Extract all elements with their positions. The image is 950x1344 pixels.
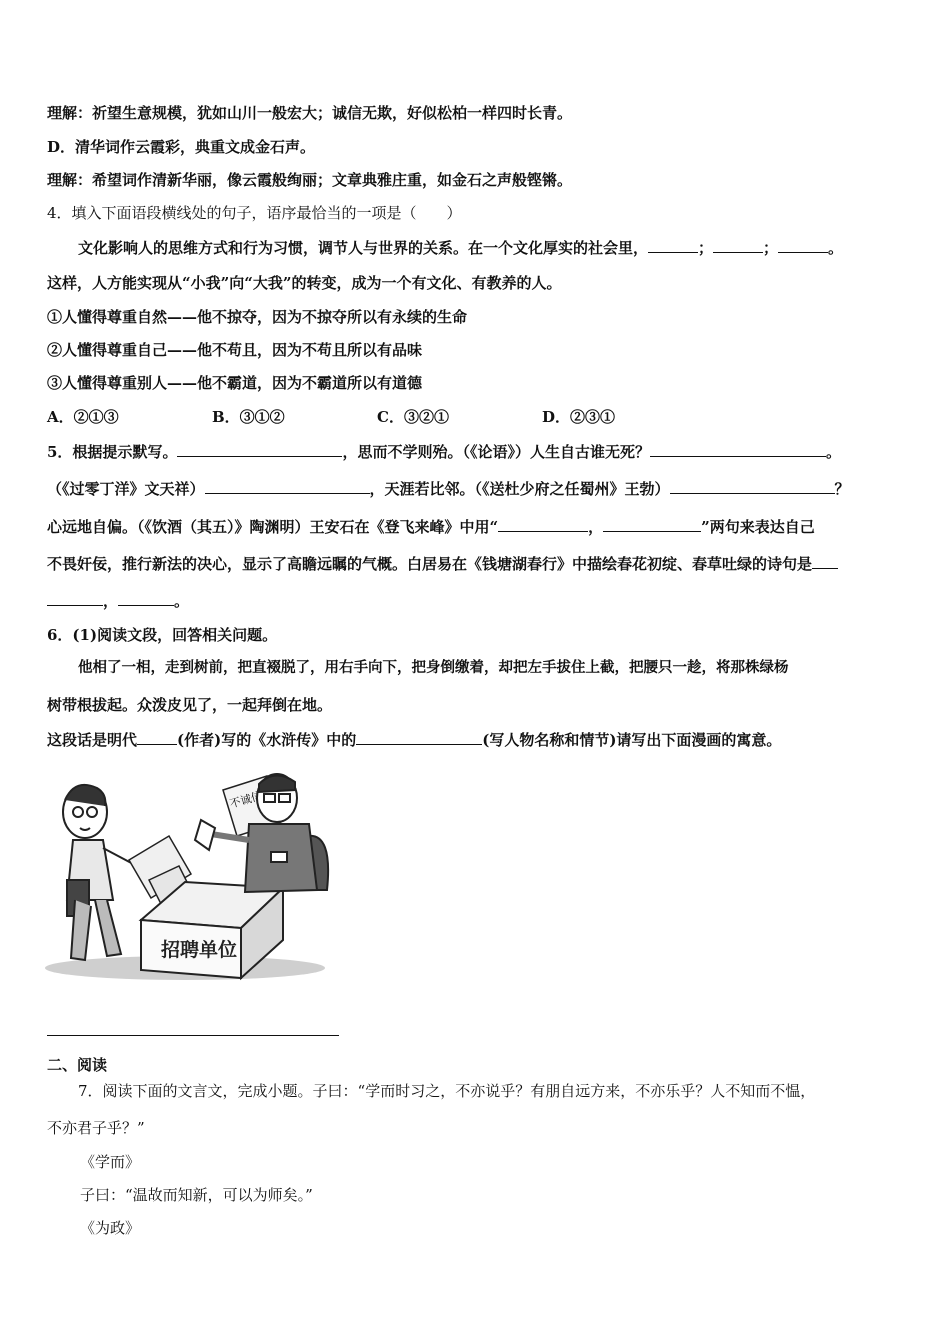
q7-line3: 子曰：“温故而知新，可以为师矣。” (80, 1186, 313, 1204)
explanation-c: 理解：祈望生意规模，犹如山川一般宏大；诚信无欺，好似松柏一样四时长青。 (47, 104, 573, 122)
answer-blank[interactable] (205, 478, 370, 494)
q7-source-2: 《为政》 (80, 1219, 141, 1237)
q6-text-line1: 他相了一相，走到树前，把直裰脱了，用右手向下，把身倒缴着，却把左手拔住上截，把腰只一趁，将那株绿杨 (78, 659, 789, 676)
q4-passage-line1: 文化影响人的思维方式和行为习惯，调节人与世界的关系。在一个文化厚实的社会里， ； ； 。 (78, 239, 844, 257)
q4-option-d[interactable]: D．②③① (542, 408, 616, 426)
answer-blank[interactable] (778, 237, 828, 253)
recruiter-figure (195, 774, 328, 892)
answer-blank[interactable] (177, 441, 342, 457)
q4-option-c[interactable]: C．③②① (377, 408, 449, 426)
answer-blank[interactable] (603, 516, 701, 532)
q6-question: 这段话是明代 (作者)写的《水浒传》中的 (写人物名称和情节)请写出下面漫画的寓意。 (47, 731, 782, 749)
q7-line2: 不亦君子乎？” (47, 1119, 145, 1137)
question-6-stem: 6．(1)阅读文段，回答相关问题。 (47, 626, 278, 644)
q5-line5: ， 。 (47, 590, 189, 611)
answer-line[interactable] (47, 1035, 339, 1036)
explanation-d: 理解：希望词作清新华丽，像云霞般绚丽；文章典雅庄重，如金石之声般铿锵。 (47, 171, 573, 189)
answer-blank[interactable] (650, 441, 826, 457)
option-d-line: D．清华词作云霞彩，典重文成金石声。 (47, 138, 316, 156)
answer-blank[interactable] (137, 729, 177, 745)
q5-line1: 5．根据提示默写。 ，思而不学则殆。（《论语》）人生自古谁无死？ 。 (47, 443, 841, 461)
q4-item-3: ③人懂得尊重别人——他不霸道，因为不霸道所以有道德 (47, 374, 423, 392)
answer-blank[interactable] (812, 553, 838, 569)
q7-line1: 7．阅读下面的文言文，完成小题。子曰：“学而时习之，不亦说乎？有朋自远方来，不亦乐乎？人不知而不愠， (78, 1082, 816, 1100)
cartoon-illustration (45, 770, 345, 985)
desk-sign: 招聘单位 (161, 939, 238, 961)
q5-line4: 不畏奸佞，推行新法的决心，显示了高瞻远瞩的气概。白居易在《钱塘湖春行》中描绘春花初绽、春草吐绿的诗句是 (47, 553, 838, 574)
q4-option-b[interactable]: B．③①② (212, 408, 285, 426)
job-seeker-figure (63, 785, 137, 960)
q4-option-a[interactable]: A．②①③ (47, 408, 119, 426)
q5-line3: 心远地自偏。（《饮酒（其五）》陶渊明）王安石在《登飞来峰》中用“ ， ”两句来表达自己 (47, 518, 815, 536)
answer-blank[interactable] (118, 590, 174, 606)
q6-text-line2: 树带根拔起。众泼皮见了，一起拜倒在地。 (47, 696, 333, 714)
q4-item-2: ②人懂得尊重自己——他不苟且，因为不苟且所以有品味 (47, 341, 423, 359)
answer-blank[interactable] (713, 237, 763, 253)
q7-source-1: 《学而》 (80, 1153, 141, 1171)
answer-blank[interactable] (356, 729, 482, 745)
q5-line2: （《过零丁洋》文天祥） ，天涯若比邻。（《送杜少府之任蜀州》王勃） ？ (47, 480, 850, 498)
question-4-stem: 4．填入下面语段横线处的句子，语序最恰当的一项是（ ） (47, 204, 462, 222)
answer-blank[interactable] (648, 237, 698, 253)
answer-blank[interactable] (47, 590, 103, 606)
answer-blank[interactable] (670, 478, 835, 494)
section-2-heading: 二、阅读 (47, 1056, 108, 1074)
q4-item-1: ①人懂得尊重自然——他不掠夺，因为不掠夺所以有永续的生命 (47, 308, 468, 326)
answer-blank[interactable] (498, 516, 588, 532)
q4-passage-line2: 这样，人方能实现从“小我”向“大我”的转变，成为一个有文化、有教养的人。 (47, 274, 562, 292)
